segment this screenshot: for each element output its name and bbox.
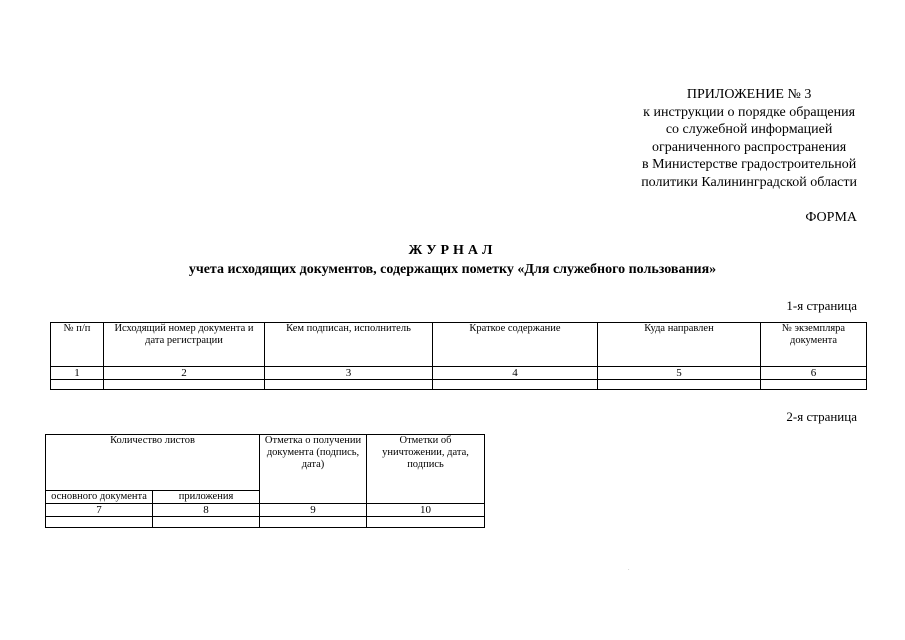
number-cell: 6: [761, 367, 867, 380]
empty-cell: [46, 517, 153, 528]
number-cell: 10: [367, 504, 485, 517]
empty-cell: [104, 380, 265, 390]
header-cell: № п/п: [51, 323, 104, 367]
empty-row: [46, 517, 485, 528]
header-row: [51, 323, 867, 367]
appendix-line: со служебной информацией: [665, 122, 833, 137]
header-cell: Отметки об уничтожении, дата, подпись: [367, 435, 485, 504]
number-row: [46, 504, 485, 517]
subheader-cell: приложения: [153, 491, 260, 504]
page2-table: [45, 434, 485, 528]
number-cell: 8: [153, 504, 260, 517]
empty-cell: [761, 380, 867, 390]
journal-subtitle: учета исходящих документов, содержащих пометку «Для служебного пользования»: [188, 262, 717, 277]
empty-row: [51, 380, 867, 390]
header-row: [46, 435, 485, 491]
appendix-block: [641, 86, 857, 191]
number-cell: 9: [260, 504, 367, 517]
empty-cell: [598, 380, 761, 390]
journal-title: ЖУРНАЛ: [408, 243, 497, 258]
page1-label: 1-я страница: [786, 298, 857, 313]
header-cell: Исходящий номер документа и дата регистрации: [104, 323, 265, 367]
header-cell: Кем подписан, исполнитель: [265, 323, 433, 367]
header-cell: Куда направлен: [598, 323, 761, 367]
appendix-line: политики Калининградской области: [641, 174, 857, 190]
empty-cell: [367, 517, 485, 528]
number-cell: 7: [46, 504, 153, 517]
number-cell: 4: [433, 367, 598, 380]
number-cell: 5: [598, 367, 761, 380]
group-header-cell: Количество листов: [46, 435, 260, 491]
empty-cell: [433, 380, 598, 390]
header-cell: Отметка о получении документа (подпись, дата): [260, 435, 367, 504]
header-cell: Краткое содержание: [433, 323, 598, 367]
number-cell: 2: [104, 367, 265, 380]
empty-cell: [51, 380, 104, 390]
number-cell: 3: [265, 367, 433, 380]
scan-speck: .: [628, 566, 630, 572]
empty-cell: [260, 517, 367, 528]
number-cell: 1: [51, 367, 104, 380]
subheader-cell: основного документа: [46, 491, 153, 504]
appendix-line: к инструкции о порядке обращения: [643, 104, 856, 120]
header-cell: № экземпляра документа: [761, 323, 867, 367]
appendix-line: в Министерстве градостроительной: [641, 157, 857, 172]
page2-label: 2-я страница: [786, 409, 857, 424]
page1-table: [50, 322, 867, 390]
empty-cell: [153, 517, 260, 528]
appendix-line: ограниченного распространения: [651, 139, 847, 155]
form-label: ФОРМА: [805, 210, 857, 225]
empty-cell: [265, 380, 433, 390]
appendix-line: ПРИЛОЖЕНИЕ № 3: [686, 87, 812, 102]
number-row: [51, 367, 867, 380]
